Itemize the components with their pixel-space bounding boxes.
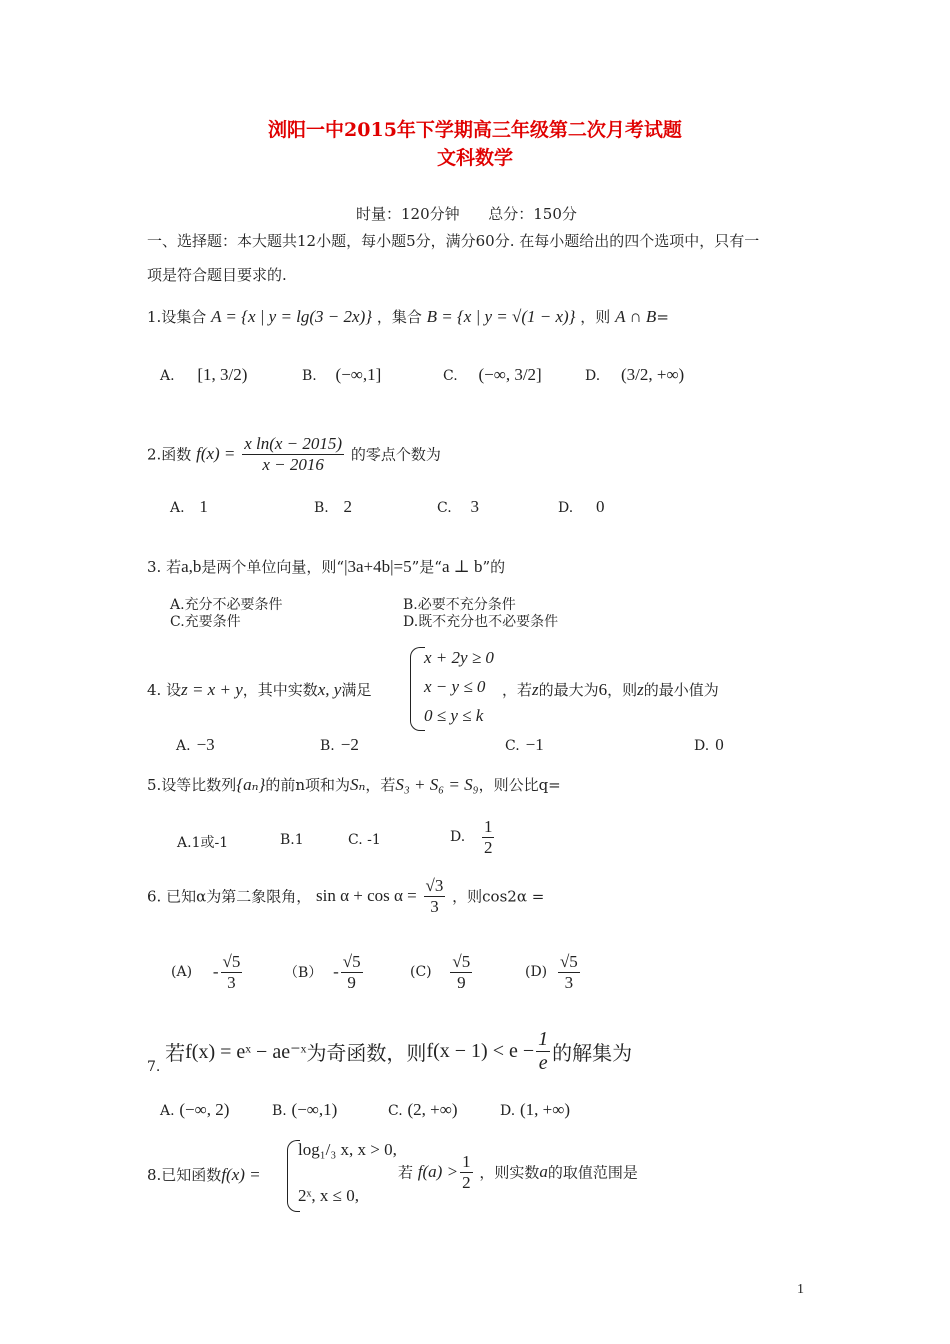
q3-option-a: A.充分不必要条件 [170, 597, 283, 613]
q4-option-c: C. −1 [505, 735, 544, 754]
q2-fraction: $\frac{\text{x ln(x − 2015)}}{x - 2016}$ [244, 434, 343, 474]
constraint-2: x − y ≤ 0 [424, 677, 486, 696]
page-title: 浏阳一中2015年下学期高三年级第二次月考试题 [268, 119, 682, 141]
q2-option-b: B. 2 [314, 497, 353, 516]
q1-option-c: C. (−∞, 3/2] [443, 365, 542, 384]
q2-option-d: D. 0 [558, 497, 605, 516]
q6-option-b: （B） - $\frac{√5}{9}$ [284, 952, 361, 992]
q2-option-a: A. 1 [170, 497, 208, 516]
q2-option-c: C. 3 [437, 497, 479, 516]
q6-option-c: (C) $\frac{√5}{9}$ [410, 952, 471, 992]
q1-option-a: A. [1, 3/2) [160, 365, 248, 384]
question-2: 2.函数 f(x) = $\frac{\text{x ln(x − 2015)}}{x - 2016}$ 的零点个数为 [147, 434, 441, 474]
q6-option-a: (A) - $\frac{√5}{3}$ [171, 952, 241, 992]
q5-option-c: C. -1 [348, 832, 381, 848]
system-brace [410, 647, 425, 731]
q7-option-c: C. (2, +∞) [388, 1100, 458, 1119]
question-3: 3. 若a,b是两个单位向量，则“|3a+4b|=5”是“a ⊥ b”的 [147, 557, 506, 576]
q7-option-a: A. (−∞, 2) [160, 1100, 230, 1119]
q4-option-b: B. −2 [320, 735, 359, 754]
section-instructions-line2: 项是符合题目要求的. [147, 266, 287, 284]
question-4-line: 4. 设z = x + y，其中实数x, y满足 [147, 680, 372, 699]
q7-option-d: D. (1, +∞) [500, 1100, 570, 1119]
q1-option-d: D. (3/2, +∞) [585, 365, 685, 384]
piecewise-case-2: 2ˣ, x ≤ 0, [298, 1186, 359, 1205]
question-6: 6. 已知α为第二象限角， sin α + cos α = $\frac{√3}{3}$ ，则cos2α = [147, 876, 545, 916]
question-7: 7. 若f(x) = eˣ − ae⁻ˣ为奇函数，则f(x − 1) < e − $\frac{1}{e}$ 的解集为 [147, 1028, 633, 1075]
section-instructions-line1: 一、选择题：本大题共12小题，每小题5分，满分60分. 在每小题给出的四个选项中，只有一 [147, 232, 760, 250]
q4-option-a: A. −3 [176, 735, 215, 754]
q5-option-b: B.1 [280, 832, 304, 848]
q3-option-b: B.必要不充分条件 [403, 597, 516, 613]
q5-option-d: D. $\frac{1}{2}$ [450, 817, 493, 857]
q7-option-b: B. (−∞,1) [272, 1100, 338, 1119]
set-b-expression: B = {x | y = √(1 − x)} [426, 307, 576, 326]
time-info: 时量：120分钟 总分：150分 [356, 205, 577, 223]
q3-option-c: C.充要条件 [170, 614, 241, 630]
q4-option-d: D. 0 [694, 735, 724, 754]
constraint-1: x + 2y ≥ 0 [424, 648, 494, 667]
question-5: 5.设等比数列{aₙ}的前n项和为Sₙ，若S₃ + S₆ = S₉，则公比q= [147, 775, 561, 794]
piecewise-case-1: log₁/₃ x, x > 0, [298, 1140, 397, 1159]
question-8-tail: 若 f(a) > $\frac{1}{2}$ ，则实数a的取值范围是 [398, 1152, 638, 1192]
q1-option-b: B. (−∞,1] [302, 365, 382, 384]
page-subtitle: 文科数学 [436, 147, 513, 169]
constraint-3: 0 ≤ y ≤ k [424, 706, 484, 725]
q3-option-d: D.既不充分也不必要条件 [403, 614, 559, 630]
condition-2: a ⊥ b [441, 557, 483, 576]
set-a-expression: A = {x | y = lg(3 − 2x)} [211, 307, 373, 326]
question-4-tail: ，若z的最大为6，则z的最小值为 [502, 680, 719, 699]
page-number: 1 [797, 1282, 804, 1297]
question-8-lead: 8.已知函数f(x) = [147, 1165, 261, 1184]
intersection-expression: A ∩ B [615, 307, 657, 326]
q5-option-a: A.1或-1 [177, 835, 229, 851]
question-1: 1.设集合 A = {x | y = lg(3 − 2x)} ，集合 B = {x | y = √(1 − x)} ，则 A ∩ B= [147, 307, 669, 326]
q6-option-d: (D) $\frac{√5}{3}$ [525, 952, 578, 992]
condition-1: |3a+4b|=5 [344, 557, 412, 576]
